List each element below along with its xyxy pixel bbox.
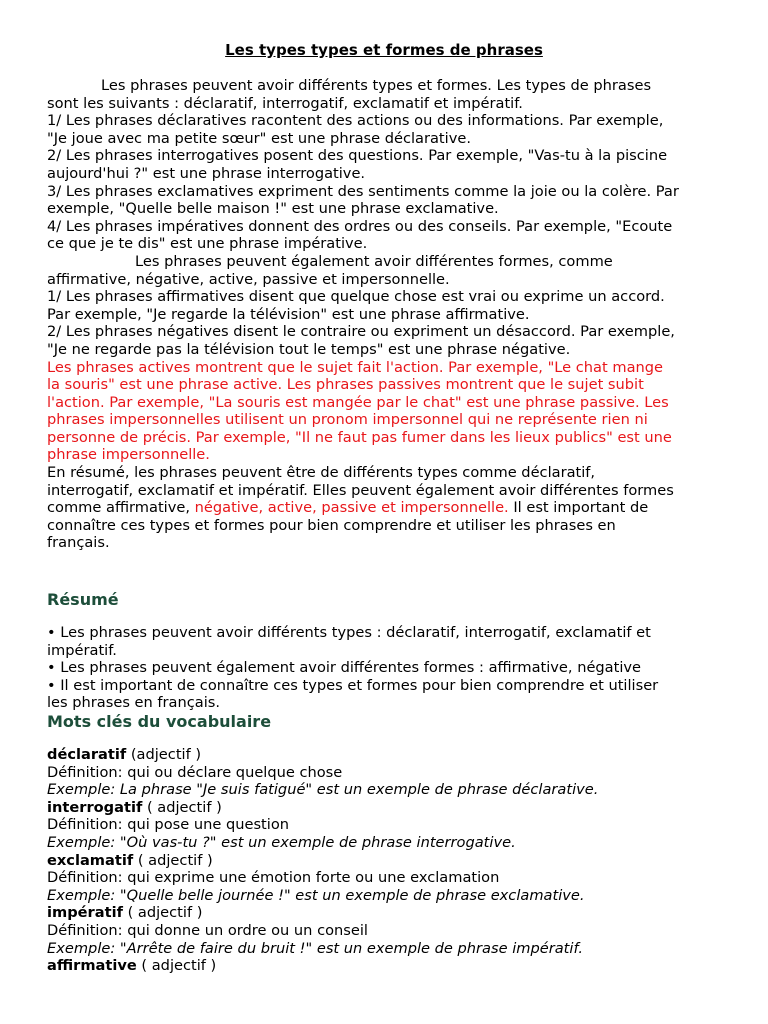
red-text-line: phrase impersonnelle. xyxy=(47,446,210,464)
text-line: Par exemple, "Je regarde la télévision" est une phrase affirmative. xyxy=(47,305,530,323)
vocab-pos: (adjectif ) xyxy=(126,746,202,763)
intro-body xyxy=(47,77,727,552)
vocab-term-line xyxy=(47,799,727,817)
red-text-line: Les phrases actives montrent que le sujet fait l'action. Par exemple, "Le chat mange xyxy=(47,358,664,376)
vocab-definition: Définition: qui exprime une émotion forte ou une exclamation xyxy=(47,869,500,887)
vocab-definition: Définition: qui donne un ordre ou un conseil xyxy=(47,921,368,939)
text-line: 2/ Les phrases interrogatives posent des questions. Par exemple, "Vas-tu à la piscine xyxy=(47,147,668,165)
vocab-example: Exemple: "Arrête de faire du bruit !" est un exemple de phrase impératif. xyxy=(47,939,583,957)
summary-line: les phrases en français. xyxy=(47,694,221,712)
vocab-term-line xyxy=(47,904,727,922)
text-line-mixed xyxy=(47,499,727,517)
vocab-term-line xyxy=(47,957,727,975)
text-line: 2/ Les phrases négatives disent le contraire ou expriment un désaccord. Par exemple, xyxy=(47,323,675,341)
vocab-example: Exemple: "Quelle belle journée !" est un exemple de phrase exclamative. xyxy=(47,886,585,904)
text-line: 1/ Les phrases affirmatives disent que quelque chose est vrai ou exprime un accord. xyxy=(47,288,665,306)
text-line: français. xyxy=(47,534,110,552)
text-line: 3/ Les phrases exclamatives expriment des sentiments comme la joie ou la colère. Par xyxy=(47,182,679,200)
vocab-heading: Mots clés du vocabulaire xyxy=(47,712,272,731)
red-text-fragment: négative, active, passive et impersonnelle. xyxy=(194,499,509,517)
text-line: "Je joue avec ma petite sœur" est une phrase déclarative. xyxy=(47,129,471,147)
text-line: Les phrases peuvent avoir différents types et formes. Les types de phrases xyxy=(101,77,652,94)
text-line: sont les suivants : déclaratif, interrogatif, exclamatif et impératif. xyxy=(47,94,523,112)
text-line: connaître ces types et formes pour bien comprendre et utiliser les phrases en xyxy=(47,516,616,534)
text-line: aujourd'hui ?" est une phrase interrogative. xyxy=(47,164,366,182)
text-line: En résumé, les phrases peuvent être de différents types comme déclaratif, xyxy=(47,464,596,482)
summary-line: • Il est important de connaître ces types et formes pour bien comprendre et utiliser xyxy=(47,676,659,694)
text-line: 1/ Les phrases déclaratives racontent des actions ou des informations. Par exemple, xyxy=(47,112,664,130)
red-text-line: phrases impersonnelles utilisent un pronom impersonnel qui ne représente rien ni xyxy=(47,411,648,429)
vocab-term-line xyxy=(47,852,727,870)
text-line: "Je ne regarde pas la télévision tout le temps" est une phrase négative. xyxy=(47,340,571,358)
text-line: affirmative, négative, active, passive et impersonnelle. xyxy=(47,270,450,288)
summary-line: • Les phrases peuvent également avoir différentes formes : affirmative, négative xyxy=(47,659,642,677)
vocab-example: Exemple: "Où vas-tu ?" est un exemple de phrase interrogative. xyxy=(47,833,516,851)
red-text-line: la souris" est une phrase active. Les phrases passives montrent que le sujet subit xyxy=(47,376,644,394)
vocab-term: exclamatif xyxy=(47,851,134,869)
text-fragment: comme affirmative, xyxy=(47,499,195,517)
vocab-definition: Définition: qui ou déclare quelque chose xyxy=(47,763,343,781)
summary-list xyxy=(47,624,727,712)
text-line: interrogatif, exclamatif et impératif. Elles peuvent également avoir différentes formes xyxy=(47,481,674,499)
text-fragment: Il est important de xyxy=(508,499,649,517)
text-line: 4/ Les phrases impératives donnent des ordres ou des conseils. Par exemple, "Ecoute xyxy=(47,217,673,235)
vocab-pos: ( adjectif ) xyxy=(133,851,213,869)
summary-line: impératif. xyxy=(47,641,117,659)
summary-heading: Résumé xyxy=(47,590,119,609)
vocab-definition: Définition: qui pose une question xyxy=(47,816,290,834)
vocab-pos: ( adjectif ) xyxy=(142,798,222,816)
vocab-term-line xyxy=(47,746,727,764)
vocab-pos: ( adjectif ) xyxy=(122,904,203,922)
text-line: Les phrases peuvent également avoir différentes formes, comme xyxy=(135,252,613,270)
text-line: exemple, "Quelle belle maison !" est une phrase exclamative. xyxy=(47,200,499,218)
vocab-pos: ( adjectif ) xyxy=(136,957,217,975)
vocab-term: affirmative xyxy=(47,957,137,975)
document-title: Les types types et formes de phrases xyxy=(225,41,543,59)
red-text-line: l'action. Par exemple, "La souris est mangée par le chat" est une phrase passive. Les xyxy=(47,393,669,411)
vocab-term: impératif xyxy=(47,904,123,922)
vocab-term: déclaratif xyxy=(47,746,127,763)
text-line: ce que je te dis" est une phrase impérative. xyxy=(47,235,368,253)
vocab-list xyxy=(47,746,727,975)
summary-line: • Les phrases peuvent avoir différents types : déclaratif, interrogatif, exclamatif et xyxy=(47,624,651,641)
red-text-line: personne de précis. Par exemple, "Il ne faut pas fumer dans les lieux publics" est une xyxy=(47,428,672,446)
vocab-term: interrogatif xyxy=(47,798,143,816)
vocab-example: Exemple: La phrase "Je suis fatigué" est un exemple de phrase déclarative. xyxy=(47,781,599,799)
